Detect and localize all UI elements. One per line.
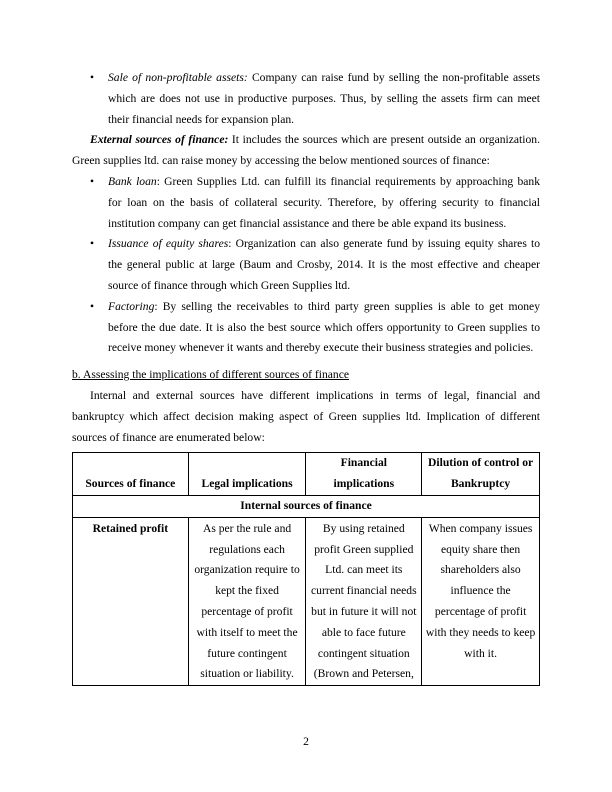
table-row bbox=[73, 517, 540, 685]
table-header-cell: Dilution of control or Bankruptcy bbox=[422, 453, 540, 496]
list-item-term: Sale of non-profitable assets: bbox=[108, 71, 248, 84]
table-cell-source: Retained profit bbox=[73, 517, 189, 685]
list-item bbox=[72, 68, 540, 130]
table-header-cell: Financial implications bbox=[306, 453, 422, 496]
external-sources-paragraph bbox=[72, 130, 540, 172]
external-sources-text: It includes the sources which are present outside an organization. Green supplies ltd. can raise money by accessing the below mentioned sources of finance: bbox=[72, 133, 540, 168]
table-header-row bbox=[73, 453, 540, 496]
list-item-text: : Organization can also generate fund by issuing equity shares to the general public at large (Baum and Crosby, 2014. It is the most effective and cheaper source of finance through which Green Supplies ltd. bbox=[108, 237, 541, 292]
top-bullet-list bbox=[72, 68, 540, 130]
table-cell-legal: As per the rule and regulations each organization require to kept the fixed percentage of profit with itself to meet the future contingent situation or liability. bbox=[188, 517, 306, 685]
table-section-row bbox=[73, 495, 540, 517]
list-item-text: Company can raise fund by selling the non-profitable assets which are does not use in productive purposes. Thus, by selling the assets firm can meet their financial needs for expansion plan. bbox=[108, 71, 540, 126]
table-header-cell: Sources of finance bbox=[73, 453, 189, 496]
bullet-icon: • bbox=[90, 237, 95, 251]
external-sources-list bbox=[72, 172, 540, 359]
bullet-icon: • bbox=[90, 299, 95, 313]
external-sources-lead: External sources of finance: bbox=[90, 133, 229, 147]
list-item bbox=[72, 297, 540, 359]
table-header-cell: Legal implications bbox=[188, 453, 306, 496]
list-item-text: : By selling the receivables to third party green supplies is able to get money before the due date. It is also the best source which offers opportunity to Green supplies to receive money whenever it wants and thereby execute their business strategies and policies. bbox=[108, 299, 540, 355]
bullet-icon: • bbox=[90, 174, 95, 188]
table-cell-financial: By using retained profit Green supplied Ltd. can meet its current financial needs but in future it will not able to face future contingent situation (Brown and Petersen, bbox=[306, 517, 422, 685]
section-b-paragraph: Internal and external sources have different implications in terms of legal, financial and bankruptcy which affect decision making aspect of Green supplies ltd. Implication of different sources of finance are enumerated below: bbox=[72, 388, 540, 444]
page-number: 2 bbox=[303, 735, 309, 748]
list-item-text: : Green Supplies Ltd. can fulfill its financial requirements by approaching bank for loan on the basis of collateral security. Therefore, by offering security to financial institution company can get financial assistance and there be able expand its business. bbox=[108, 174, 540, 230]
list-item-term: Issuance of equity shares bbox=[108, 237, 229, 251]
list-item-term: Factoring bbox=[108, 299, 155, 313]
list-item bbox=[72, 234, 540, 296]
page-content bbox=[72, 68, 540, 686]
list-item-term: Bank loan bbox=[108, 174, 157, 188]
sources-of-finance-table bbox=[72, 452, 540, 686]
table-cell-dilution: When company issues equity share then shareholders also influence the percentage of profit with they needs to keep with it. bbox=[422, 517, 540, 685]
list-item bbox=[72, 172, 540, 234]
bullet-icon: • bbox=[90, 71, 95, 84]
section-b-heading: b. Assessing the implications of different sources of finance bbox=[72, 368, 350, 382]
table-section-label: Internal sources of finance bbox=[73, 495, 540, 517]
